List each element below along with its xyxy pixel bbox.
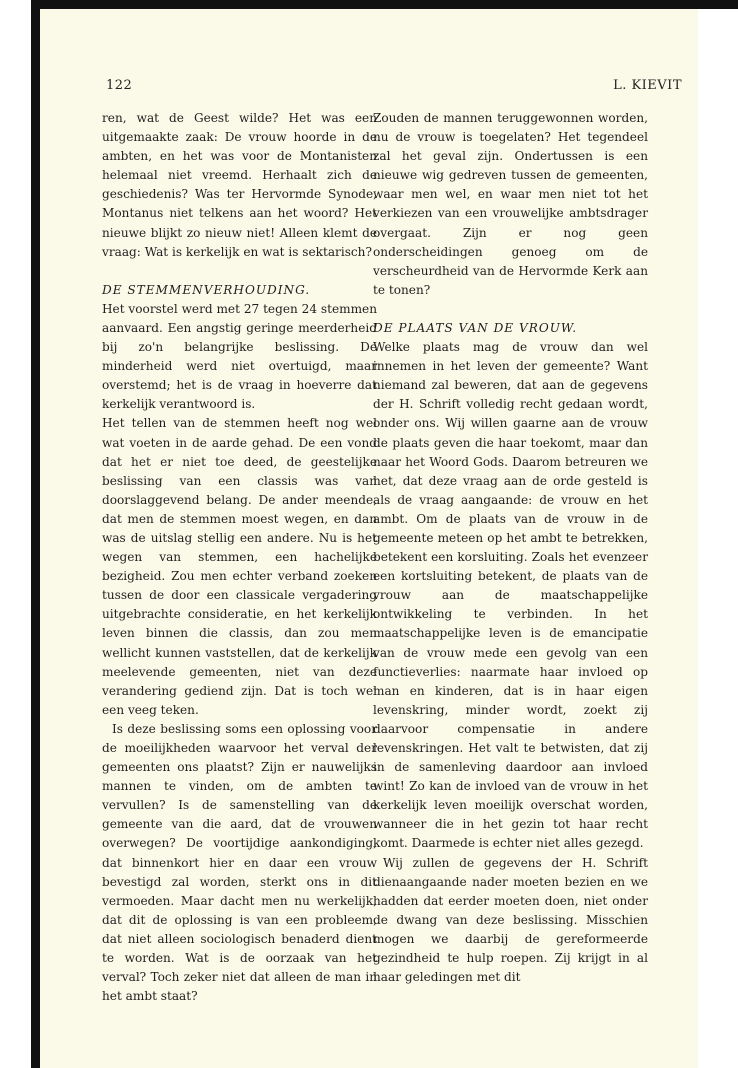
left-column bbox=[102, 109, 377, 1006]
paragraph: Welke plaats mag de vrouw dan wel innemen in het leven der gemeente? Want niemand zal beweren, dat aan de gegevens der H. Schrift volledig recht gedaan wordt, onder ons. Wij willen gaarne aan de vrouw de plaats geven die haar toekomt, maar dan naar het Woord Gods. Daarom betreuren we het, dat deze vraag aan de orde gesteld is als de vraag aangaande: de vrouw en het ambt. Om de plaats van de vrouw in de gemeente meteen op het ambt te betrekken, betekent een korsluiting. Zoals het evenzeer een kortsluiting betekent, de plaats van de vrouw aan de maatschappelijke ontwikkeling te verbinden. In het maatschappelijke leven is de emancipatie van de vrouw mede een gevolg van een functieverlies: naarmate haar invloed op man en kinderen, dat is in haar eigen levenskring, minder wordt, zoekt zij daarvoor compensatie in andere levenskringen. Het valt te betwisten, dat zij in de samenleving daardoor aan invloed wint! Zo kan de invloed van de vrouw in het kerkelijk leven moeilijk overschat worden, wanneer die in het gezin tot haar recht komt. Daarmede is echter niet alles gezegd. bbox=[373, 340, 648, 851]
paragraph: Zouden de mannen teruggewonnen worden, nu de vrouw is toegelaten? Het tegendeel zal het geval zijn. Ondertussen is een nieuwe wig gedreven tussen de gemeenten, waar men wel, en waar men niet tot het verkiezen van een vrouwelijke ambtsdrager overgaat. Zijn er nog geen onderscheidingen genoeg om de verscheurdheid van de Hervormde Kerk aan te tonen? bbox=[373, 111, 648, 297]
paragraph: Wij zullen de gegevens der H. Schrift dienaangaande nader moeten bezien en we hadden dat eerder moeten doen, niet onder de dwang van deze beslissing. Misschien mogen we daarbij de gereformeerde gezindheid te hulp roepen. Zij krijgt in al haar geledingen met dit bbox=[373, 855, 648, 985]
paragraph: ren, wat de Geest wilde? Het was een uitgemaakte zaak: De vrouw hoorde in de ambten, en het was voor de Montanisten helemaal niet vreemd. Herhaalt zich de geschiedenis? Was ter Hervormde Synode, Montanus niet telkens aan het woord? Het nieuwe blijkt zo nieuw niet! Alleen klemt de vraag: Wat is kerkelijk en wat is sektarisch? bbox=[102, 111, 377, 259]
scan-edge-left bbox=[31, 0, 40, 1068]
paragraph: Is deze beslissing soms een oplossing voor de moeilijkheden waarvoor het verval der gemeenten ons plaatst? Zijn er nauwelijks mannen te vinden, om de ambten te vervullen? Is de samenstelling van de gemeente van die aard, dat de vrouwen overwegen? De voortijdige aankondiging, dat binnenkort hier en daar een vrouw bevestigd zal worden, sterkt ons in dit vermoeden. Maar dacht men nu werkelijk, dat dit de oplossing is van een probleem, dat niet alleen sociologisch benaderd dient te worden. Wat is de oorzaak van het verval? Toch zeker niet dat alleen de man in het ambt staat? bbox=[102, 721, 377, 1004]
paragraph: Het voorstel werd met 27 tegen 24 stemmen aanvaard. Een angstig geringe meerderheid bij zo'n belangrijke beslissing. De minderheid werd niet overtuigd, maar overstemd; het is de vraag in hoeverre dat kerkelijk verantwoord is. bbox=[102, 301, 377, 412]
section-heading: DE STEMMENVERHOUDING. bbox=[102, 282, 311, 297]
running-head: L. KIEVIT bbox=[613, 78, 682, 93]
page-number: 122 bbox=[106, 78, 133, 93]
right-column bbox=[373, 109, 648, 987]
section-heading: DE PLAATS VAN DE VROUW. bbox=[373, 320, 578, 335]
scan-edge-top bbox=[32, 0, 738, 9]
paragraph: Het tellen van de stemmen heeft nog wel wat voeten in de aarde gehad. De een vond dat het er niet toe deed, de geestelijke beslissing van een classis was van doorslaggevend belang. De ander meende, dat men de stemmen moest wegen, en dan was de uitslag stellig een andere. Nu is het wegen van stemmen, een hachelijke bezigheid. Zou men echter verband zoeken tussen de door een classicale vergadering uitgebrachte consideratie, en het kerkelijk leven binnen die classis, dan zou men wellicht kunnen vaststellen, dat de kerkelijk meelevende gemeenten, niet van deze verandering gediend zijn. Dat is toch wel een veeg teken. bbox=[102, 416, 377, 717]
